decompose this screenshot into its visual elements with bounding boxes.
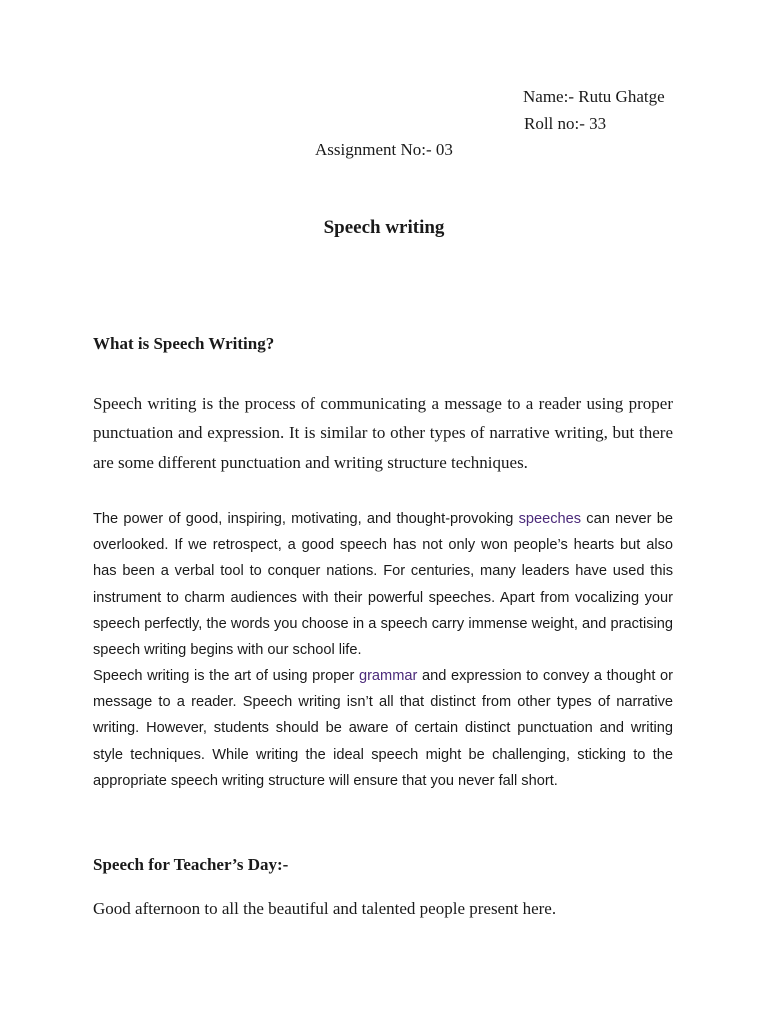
paragraph-text: can never be overlooked. If we retrospect, a good speech has not only won people’s hearts but also has been a verbal tool to conquer nations. For centuries, many leaders have used this instrument to charm audiences with their powerful speeches. Apart from vocalizing your speech perfectly, the words you choose in a speech carry immense weight, and practising speech writing begins with our school life. [93,511,673,659]
speech-opening-line: Good afternoon to all the beautiful and talented people present here. [93,899,557,918]
student-name: Name:- Rutu Ghatge [523,87,665,106]
speeches-link[interactable]: speeches [518,511,582,527]
definition-paragraph: Speech writing is the process of communicating a message to a reader using proper punctuation and expression. It is similar to other types of narrative writing, but there are some different punctuation and writing structure techniques. [93,394,673,472]
assignment-number: Assignment No:- 03 [315,140,453,159]
paragraph-text: Speech writing is the art of using proper [93,668,359,684]
roll-number: Roll no:- 33 [524,114,607,133]
paragraph-text: and expression to convey a thought or message to a reader. Speech writing isn’t all that distinct from other types of narrative writing. However, students should be aware of certain distinct punctuation and writing style techniques. While writing the ideal speech might be challenging, sticking to the appropriate speech writing structure will ensure that you never fall short. [93,668,673,789]
section-heading-what-is: What is Speech Writing? [93,334,275,353]
page-title: Speech writing [323,217,445,238]
power-of-speech-paragraph [93,506,673,663]
section-heading-teachers-day: Speech for Teacher’s Day:- [93,855,289,874]
paragraph-text: The power of good, inspiring, motivating, and thought-provoking [93,511,519,527]
grammar-link[interactable]: grammar [358,668,418,684]
art-of-speech-paragraph [93,663,673,794]
